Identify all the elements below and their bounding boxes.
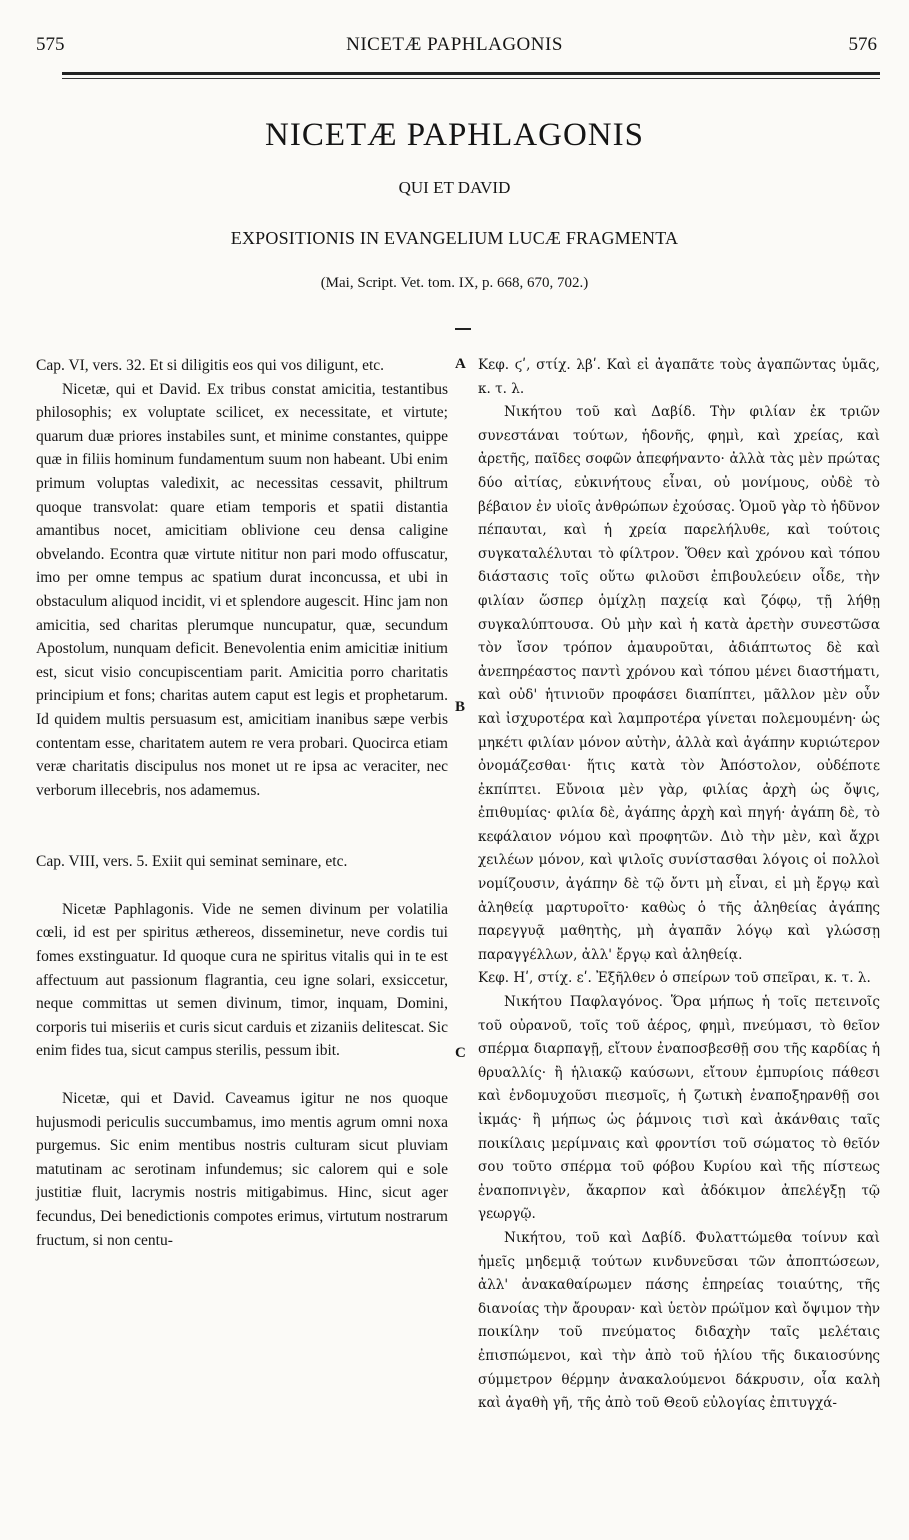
source-citation: (Mai, Script. Vet. tom. IX, p. 668, 670, 702.) bbox=[320, 275, 589, 291]
page-title: NICETÆ PAPHLAGONIS bbox=[265, 117, 644, 153]
margin-letter-a: A bbox=[455, 356, 466, 372]
margin-letter-c: C bbox=[455, 1045, 466, 1061]
chapter-heading: Cap. VI, vers. 32. Et si diligitis eos qui vos diligunt, etc. bbox=[36, 357, 385, 374]
latin-column bbox=[36, 354, 448, 1252]
paragraph: Nicetæ Paphlagonis. Vide ne semen divinum per volatilia cœli, id est per spiritus æthereos, disseminetur, neve cordis tui fomes exstinguatur. Id quoque cura ne spiritus vitalis qui in te est affectuum aut passionum flagrantia, ceu igne solari, exsiccetur, neque committas ut semen divinum, timor, inquam, Domini, corporis tui miseriis et curis sicut carduis et zizaniis delitescat. Sic enim fides tua, sicut campus sterilis, pessum ibit. bbox=[36, 900, 448, 1060]
chapter-heading: Κεφ. ϛʹ, στίχ. λβʹ. Καὶ εἰ ἀγαπᾶτε τοὺς ἀγαπῶντας ὑμᾶς, κ. τ. λ. bbox=[478, 357, 880, 397]
header-rule-thick bbox=[62, 72, 880, 75]
subtitle: QUI ET DAVID bbox=[398, 178, 511, 197]
paragraph: Νικήτου, τοῦ καὶ Δαβίδ. Φυλαττώμεθα τοίνυν καὶ ἡμεῖς μηδεμιᾷ τούτων κινδυνεῦσαι τῶν ἀποπτώσεων, ἀλλ' ἀνακαθαίρωμεν πάσης ἐπηρείας τοιαύτης, τῆς διανοίας τὴν ἄρουραν· καὶ ὑετὸν πρώϊμον καὶ ὄψιμον τὴν ποικίλην τοῦ πνεύματος διδαχὴν ταῖς μελέταις ἐπισπώμενοι, καὶ τὴν ἀπὸ τοῦ ἡλίου τῆς δικαιοσύνης σύμμετρον θέρμην ἀνακαλούμενοι δάκρυσιν, οἷα καλὴ καὶ ἀγαθὴ γῆ, τῆς ἀπὸ τοῦ Θεοῦ εὐλογίας ἐπιτυγχά- bbox=[478, 1229, 880, 1412]
paragraph: Νικήτου Παφλαγόνος. Ὅρα μήπως ἡ τοῖς πετεινοῖς τοῦ οὐρανοῦ, τοῖς τοῦ ἀέρος, φημὶ, πνεύμασι, τὸ θεῖον σπέρμα διαρπαγῇ, εἴτουν ἐναποσβεσθῇ σου τῆς καρδίας ἡ θρυαλλίς· ἢ ἡλιακῷ καύσωνι, εἴτουν ἐμπυρίοις πάθεσι καὶ ἐνδομυχοῦσι πιεσμοῖς, ἡ ζωτικὴ ἐναποξηρανθῇ σοι ἰκμάς· ἢ μήπως ὡς ῥάμνοις τισὶ καὶ ἀκάνθαις ταῖς ποικίλαις μερίμναις καὶ φροντίσι τοῦ σώματος τὸ θεῖόν σου τοῦτο σπέρμα τοῦ φόβου Κυρίου καὶ τῆς πίστεως ἐναποπνιγὲν, ἄκαρπον καὶ ἀδόκιμον ἀπελέγξῃ τῷ γεωργῷ. bbox=[478, 994, 880, 1223]
running-header bbox=[0, 34, 909, 60]
section-divider bbox=[455, 328, 471, 330]
header-rule-thin bbox=[62, 78, 880, 79]
page-number-left: 575 bbox=[36, 34, 65, 55]
margin-letter-b: B bbox=[455, 699, 466, 715]
paragraph: Nicetæ, qui et David. Caveamus igitur ne nos quoque hujusmodi periculis succumbamus, imo mentis agrum omni noxa purgemus. Sic enim mentibus nostris culturam sicut pluviam matutinam ac serotinam infundemus; sic calorem qui e sole justitiæ fluit, lacrymis nostris mitigabimus. Hinc, sicut ager fecundus, Dei benedictionis compotes erimus, virtutum nostrarum fructum, si non centu- bbox=[36, 1090, 448, 1249]
greek-column bbox=[478, 354, 880, 1416]
page-number-right: 576 bbox=[848, 34, 877, 55]
chapter-heading: Cap. VIII, vers. 5. Exiit qui seminat seminare, etc. bbox=[36, 853, 348, 871]
paragraph: Νικήτου τοῦ καὶ Δαβίδ. Τὴν φιλίαν ἐκ τριῶν συνεστάναι τούτων, ἡδονῆς, φημὶ, καὶ χρείας, καὶ ἀρετῆς, παῖδες σοφῶν ἀπεφήναντο· ἀλλὰ τὰς μὲν πρώτας δύο αἰτίας, εὐκινήτους εἶναι, οὐ μονίμους, οὐδὲ τὸ βέβαιον ἐν υἱοῖς ἀνθρώπων ἐχούσας. Ὁμοῦ γὰρ τὸ ἡδῦνον πέπαυται, καὶ ἡ χρεία παρελήλυθε, καὶ τούτοις συγκαταλέλυται τὸ φίλτρον. Ὅθεν καὶ χρόνου καὶ τόπου διάστασις τοῖς οὕτω φιλοῦσι ἐπιβουλεύειν οἶδε, τὴν φιλίαν ὥσπερ ὁμίχλῃ παχείᾳ καὶ ζόφῳ, τῇ λήθῃ συγκαλύπτουσα. Οὐ μὴν καὶ ἡ κατὰ ἀρετὴν συνεστῶσα τὸν ἴσον τρόπον ἀμαυροῦται, ἀδιάπτωτος δὲ καὶ ἀνεπηρέαστος παντὶ χρόνου καὶ τόπου μένει διαστήματι, καὶ οὐδ' ἡτινιοῦν προφάσει διαπίπτει, μᾶλλον μὲν οὖν καὶ ἰσχυροτέρα καὶ λαμπροτέρα γίνεται πολεμουμένη· ὡς μηκέτι φιλίαν μόνον αὐτὴν, ἀλλὰ καὶ ἀγάπην κυριώτερον ὀνομάζεσθαι· ἥτις κατὰ τὸν Ἀπόστολον, οὐδέποτε ἐκπίπτει. Εὔνοια μὲν γὰρ, φιλίας ἀρχὴ ὡς ὄψις, ἐπιθυμίας· φιλία δὲ, ἀγάπης ἀρχὴ καὶ πηγή· ἀγάπη δὲ, τὸ κεφάλαιον νόμου καὶ προφητῶν. Διὸ τὴν μὲν, καὶ ἄχρι χειλέων μόνον, καὶ ψιλοῖς συνίστασθαι λόγοις οἱ πολλοὶ νομίζουσιν, ἀγάπην δὲ τῷ ὄντι μὴ εἶναι, εἰ μὴ ἔργῳ καὶ ἀληθείᾳ μαρτυροῖτο· καθὼς ὁ τῆς ἀληθείας ἀγάπης παρεγγυᾷ μαθητὴς, μὴ ἀγαπᾶν λόγῳ καὶ γλώσσῃ παραγγέλλων, ἀλλ' ἔργῳ καὶ ἀληθείᾳ. bbox=[478, 404, 880, 963]
chapter-heading: Κεφ. Ηʹ, στίχ. εʹ. Ἐξῆλθεν ὁ σπείρων τοῦ σπεῖραι, κ. τ. λ. bbox=[478, 970, 871, 987]
work-title: EXPOSITIONIS IN EVANGELIUM LUCÆ FRAGMENTA bbox=[230, 228, 679, 248]
paragraph: Nicetæ, qui et David. Ex tribus constat amicitia, testantibus philosophis; ex voluptate scilicet, ex necessitate, et virtute; quarum duæ priores instabiles sunt, et minime constantes, quippe quæ in filiis hominum fundamentum suum non habeant. Ubi enim primum voluptas valedixit, ac necessitas cessavit, philtrum quoque transvolat: quare etiam temporis et spatii distantia amantibus nocet, amicitiam oblivione ceu densa caligine obvelando. Econtra quæ virtute nititur non pari modo offuscatur, imo per omne tempus ac spatium durat inconcussa, et ubi in obstaculum aliquod incidit, vi et splendore augescit. Hinc jam non amicitia, sed charitas plerumque nuncupatur, quæ, secundum Apostolum, nunquam deficit. Benevolentia enim amicitiæ initium est, sicut visio concupiscentiam parit. Amicitia porro charitatis principium et fons; charitas autem caput est legis et prophetarum. Id quidem multis persuasum est, amicitiam inanibus sæpe verbis contentam esse, charitatem autem re vera probari. Quocirca etiam veræ charitatis discipulus nos monet ut re ipsa ac veraciter, nec verborum illecebris, nos adamemus. bbox=[36, 380, 448, 799]
running-title: NICETÆ PAPHLAGONIS bbox=[346, 34, 563, 55]
